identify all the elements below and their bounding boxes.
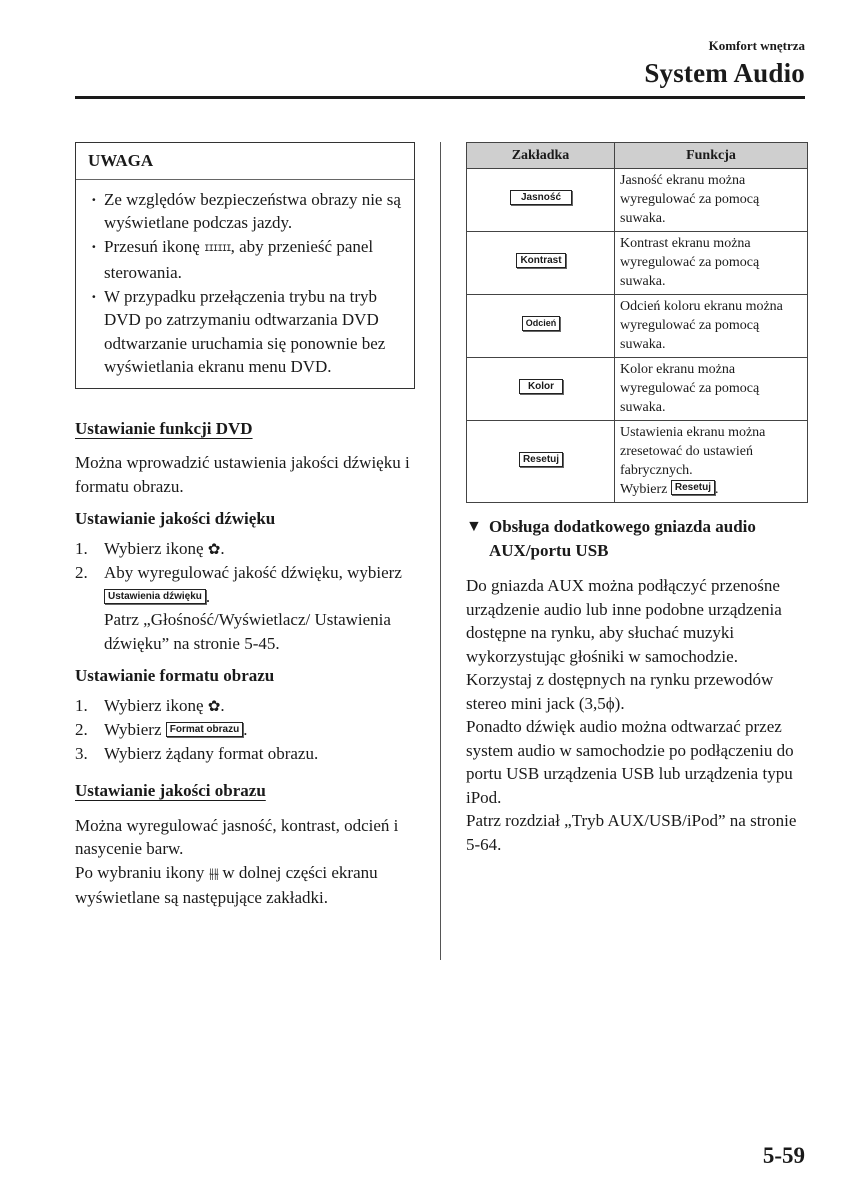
contrast-tab-button: Kontrast (516, 253, 565, 268)
function-text: Wybierz (620, 482, 671, 497)
table-row (467, 169, 808, 232)
step (75, 694, 415, 719)
page-number: 5-59 (762, 1143, 805, 1168)
note-list (76, 180, 414, 388)
step-text: . (243, 720, 248, 739)
column-divider (440, 142, 441, 960)
para-text: Po wybraniu ikony (75, 862, 209, 882)
step-text: . (220, 538, 225, 558)
tab-cell (467, 421, 615, 503)
tint-tab-button: Odcień (522, 316, 561, 331)
step-number: 2. (75, 720, 88, 739)
triangle-marker-icon: ▼ (466, 518, 482, 535)
grip-handle-icon: IIIIII (204, 243, 231, 254)
note-item-text: W przypadku przełączenia trybu na tryb DVD po zatrzymaniu odtwarzania DVD odtwarzanie uruchamia się ponownie bez wyświetlania ekranu menu DVD. (104, 286, 386, 376)
aux-usb-heading (466, 515, 807, 562)
step-number: 1. (75, 695, 88, 715)
function-text: . (714, 482, 719, 497)
table-header-row (467, 143, 808, 169)
function-cell (615, 421, 808, 503)
note-item-text: , aby przenieść panel sterowania. (104, 236, 374, 282)
step (75, 742, 415, 766)
note-item (90, 188, 404, 235)
step-text: Wybierz żądany format obrazu. (104, 743, 319, 763)
aux-heading-text: Obsługa dodatkowego gniazda audio AUX/portu USB (489, 517, 756, 560)
step (75, 537, 415, 562)
image-format-button: Format obrazu (166, 722, 243, 737)
right-column (466, 142, 807, 862)
brightness-tab-button: Jasność (510, 190, 572, 205)
sound-quality-heading: Ustawianie jakości dźwięku (75, 509, 276, 528)
step-text: Aby wyregulować jakość dźwięku, wybierz (104, 563, 402, 582)
function-cell: Jasność ekranu można wyregulować za pomocą suwaka. (615, 169, 808, 232)
tab-cell (467, 232, 615, 295)
tabs-table (466, 142, 808, 503)
function-cell: Odcień koloru ekranu można wyregulować za pomocą suwaka. (615, 295, 808, 358)
sound-settings-button: Ustawienia dźwięku (104, 589, 206, 604)
function-text: Ustawienia ekranu można zresetować do ustawień fabrycznych. (620, 425, 766, 478)
table-row (467, 295, 808, 358)
function-cell: Kontrast ekranu można wyregulować za pomocą suwaka. (615, 232, 808, 295)
gear-icon: ✿ (207, 539, 221, 558)
tab-cell (467, 295, 615, 358)
sound-steps (75, 537, 415, 656)
aux-para: Patrz rozdział „Tryb AUX/USB/iPod” na stronie 5-64. (466, 811, 797, 854)
image-quality-para (75, 861, 415, 910)
format-steps (75, 694, 415, 766)
column-header-function: Funkcja (615, 143, 808, 169)
reset-tab-button: Resetuj (519, 452, 563, 467)
reset-button: Resetuj (671, 480, 715, 495)
note-item-text: Ze względów bezpieczeństwa obrazy nie są wyświetlane podczas jazdy. (104, 189, 401, 232)
aux-para: Korzystaj z dostępnych na rynku przewodów stereo mini jack (3,5ϕ). (466, 670, 774, 713)
gear-icon: ✿ (207, 696, 221, 715)
table-row (467, 232, 808, 295)
chapter-title: System Audio (644, 58, 805, 88)
page-header (644, 38, 805, 89)
function-cell: Kolor ekranu można wyregulować za pomocą suwaka. (615, 358, 808, 421)
note-item-text: Przesuń ikonę (104, 236, 205, 256)
aux-para: Ponadto dźwięk audio można odtwarzać przez system audio w samochodzie po podłączeniu do portu USB urządzenia USB lub urządzenia typu iPod. (466, 717, 794, 807)
tab-cell (467, 358, 615, 421)
step-number: 3. (75, 743, 88, 763)
section-name: Komfort wnętrza (708, 38, 805, 53)
step-text: Wybierz (104, 720, 166, 739)
color-tab-button: Kolor (519, 379, 563, 394)
image-quality-heading: Ustawianie jakości obrazu (75, 781, 266, 800)
image-quality-para: Można wyregulować jasność, kontrast, odcień i nasycenie barw. (75, 815, 399, 858)
step-text: Wybierz ikonę (104, 538, 208, 558)
step-text: . (205, 586, 211, 606)
image-format-heading: Ustawianie formatu obrazu (75, 666, 275, 685)
tab-cell (467, 169, 615, 232)
left-column (75, 142, 415, 916)
column-header-tab: Zakładka (467, 143, 615, 169)
step-text: . (220, 695, 225, 715)
step-text: Wybierz ikonę (104, 695, 208, 715)
note-title: UWAGA (76, 143, 414, 180)
note-item (90, 285, 404, 379)
step-number: 2. (75, 563, 88, 582)
step (75, 561, 415, 655)
header-rule (75, 96, 805, 99)
note-box (75, 142, 415, 389)
dvd-intro: Można wprowadzić ustawienia jakości dźwięku i formatu obrazu. (75, 453, 410, 496)
equalizer-icon: ⫳⫳ (208, 865, 219, 882)
table-row (467, 421, 808, 503)
table-row (467, 358, 808, 421)
note-item (90, 235, 404, 285)
dvd-settings-heading: Ustawianie funkcji DVD (75, 418, 253, 438)
aux-para: Do gniazda AUX można podłączyć przenośne urządzenie audio lub inne podobne urządzenia dostępne na rynku, aby słuchać muzyki wykorzystując głośniki w samochodzie. (466, 576, 782, 666)
step (75, 718, 415, 742)
step-reference: Patrz „Głośność/Wyświetlacz/ Ustawienia dźwięku” na stronie 5-45. (104, 610, 391, 653)
para-text: w dolnej części ekranu wyświetlane są następujące zakładki. (75, 862, 378, 907)
step-number: 1. (75, 538, 88, 558)
